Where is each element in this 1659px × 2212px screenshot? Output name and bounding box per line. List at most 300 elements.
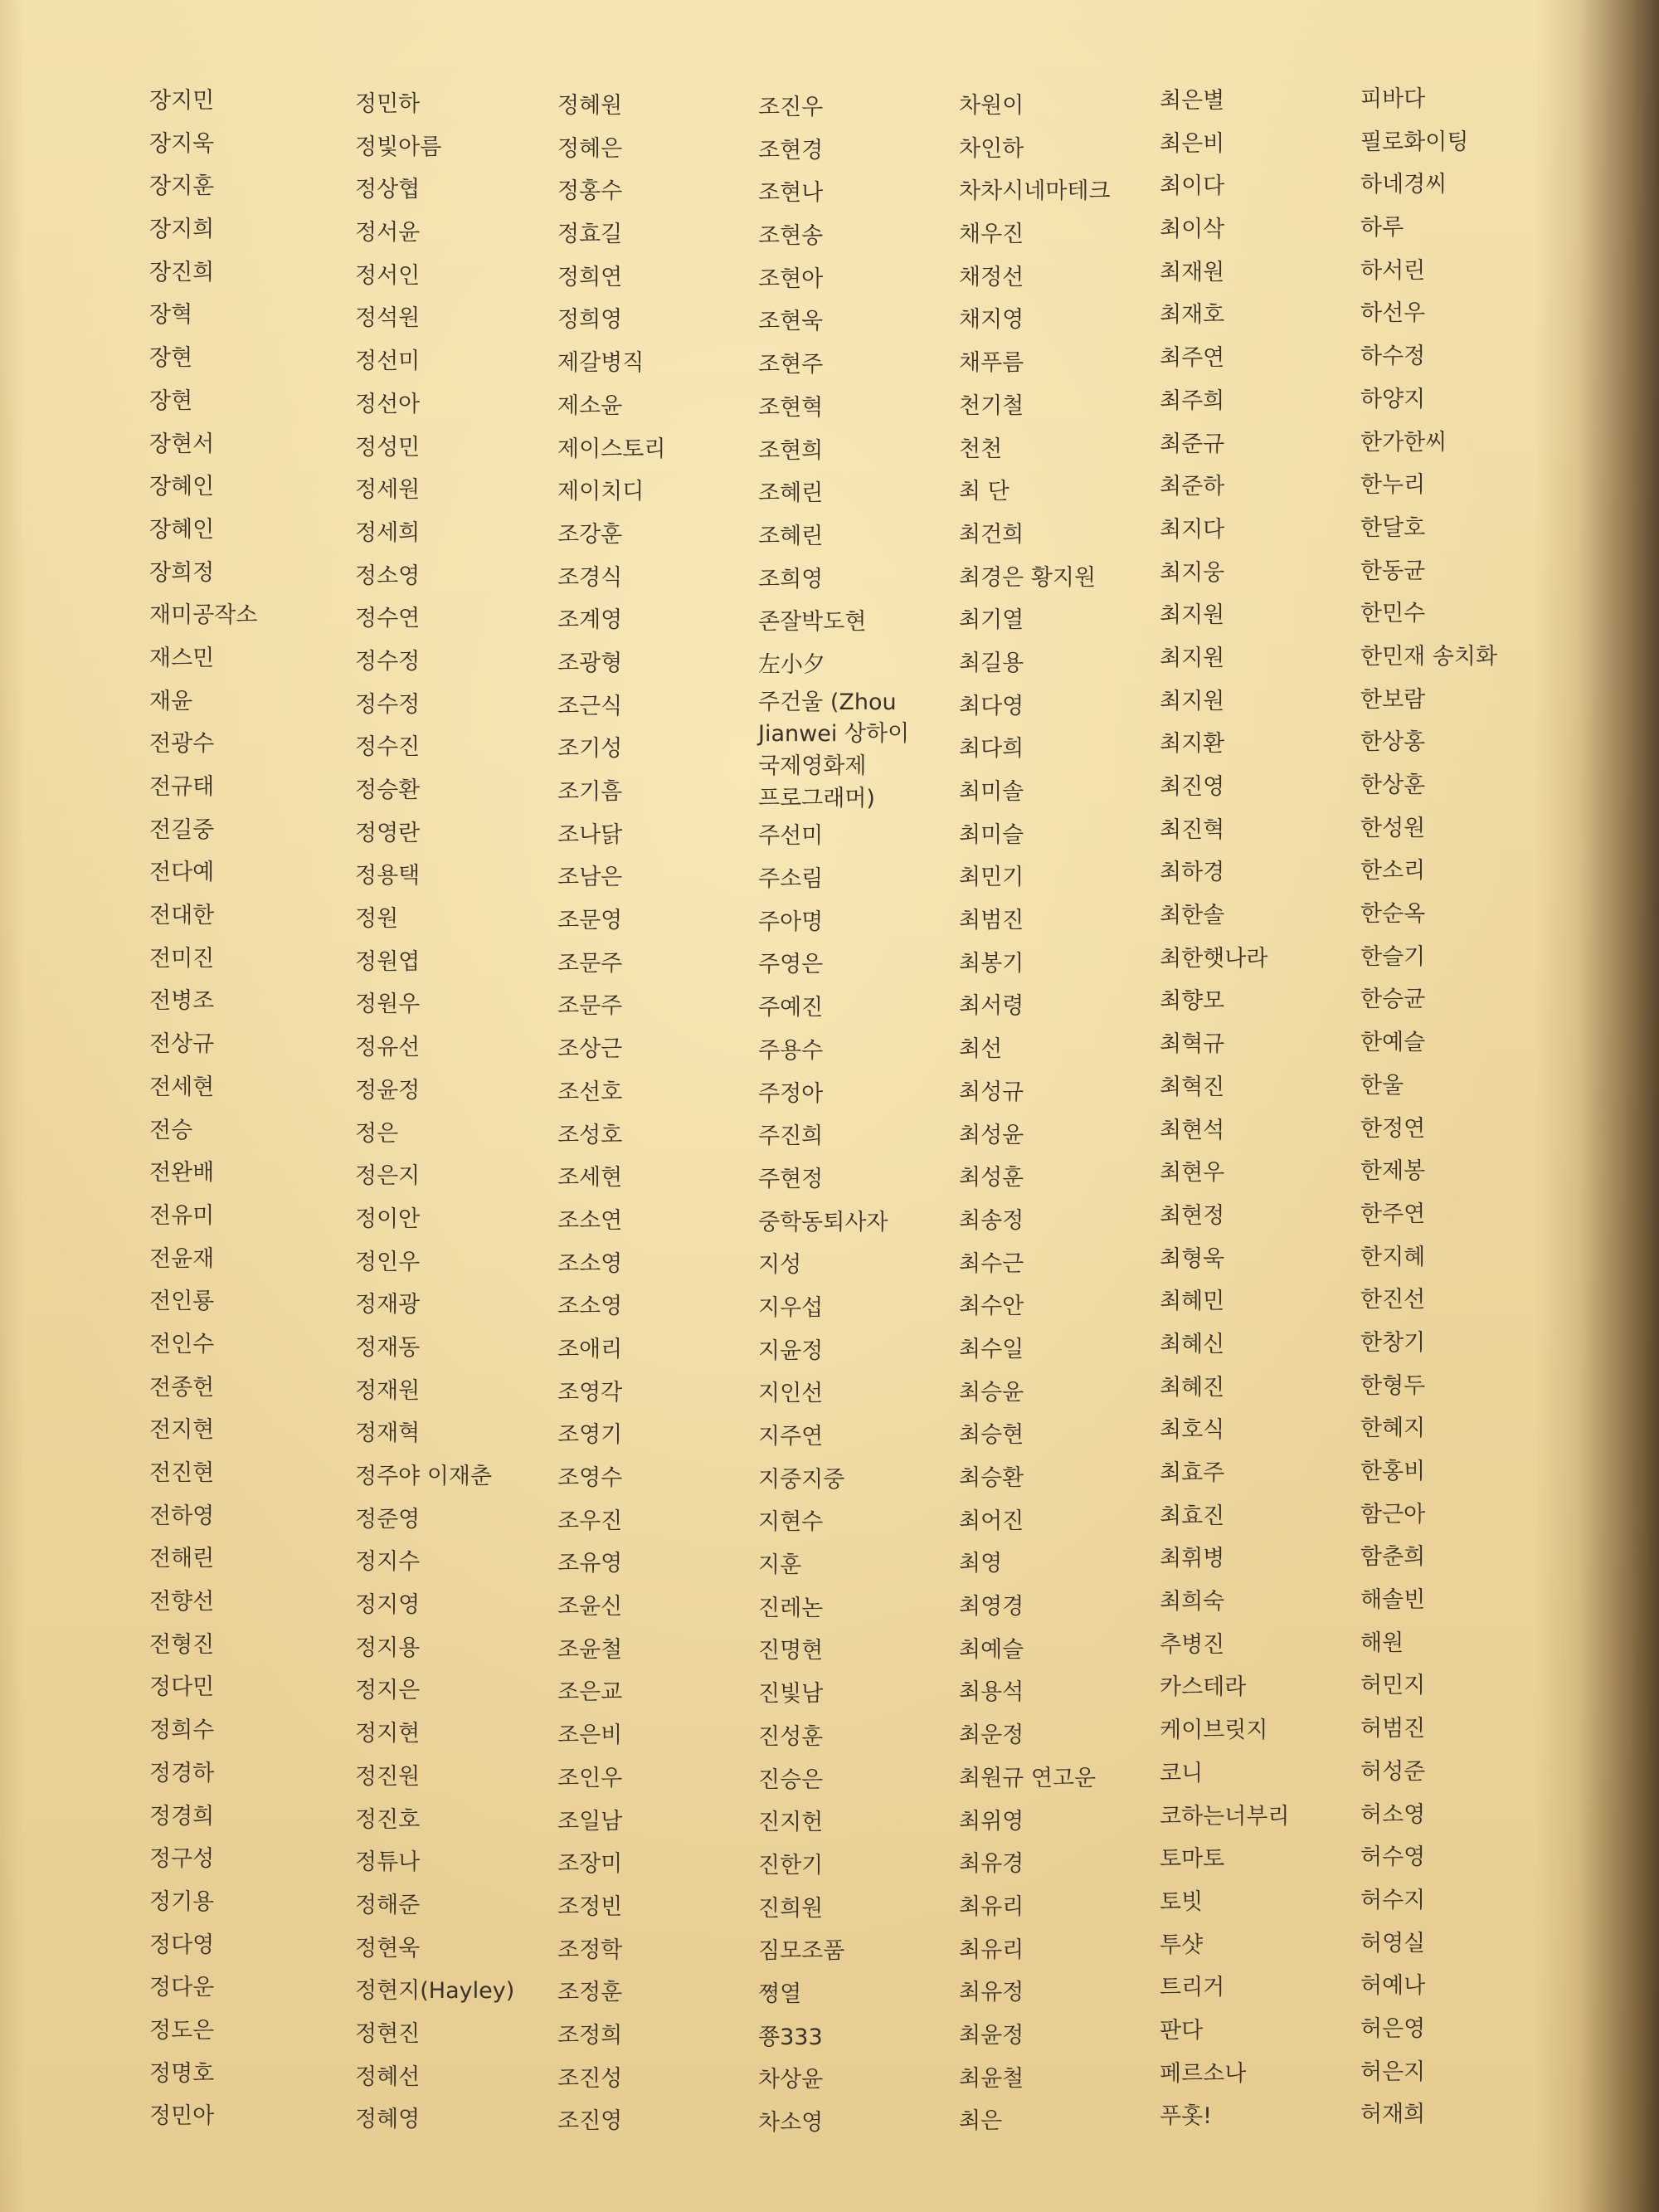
- name-entry: 한민재 송치화: [1360, 643, 1498, 670]
- name-entry: 허예나: [1360, 1973, 1426, 2000]
- name-entry: 허성준: [1360, 1758, 1426, 1785]
- name-entry: 조세현: [557, 1165, 623, 1191]
- name-entry: 지윤정: [758, 1337, 824, 1364]
- name-entry: 최준규: [1160, 431, 1225, 457]
- name-entry: 진승은: [758, 1766, 824, 1793]
- page-gutter-shadow: [0, 0, 25, 2212]
- name-entry: 트리거: [1160, 1975, 1225, 2001]
- name-entry: 조희영: [758, 566, 824, 592]
- name-entry: 정인우: [355, 1249, 421, 1275]
- name-entry: 조인우: [557, 1765, 623, 1791]
- name-entry: 최현정: [1160, 1202, 1225, 1229]
- name-entry: 전길중: [149, 816, 215, 843]
- name-entry: 정홍수: [557, 178, 623, 205]
- name-entry: 최향모: [1160, 988, 1225, 1015]
- name-entry: 조진우: [758, 95, 824, 120]
- name-entry: 한정연: [1360, 1115, 1426, 1142]
- name-entry: 진빛남: [758, 1681, 824, 1708]
- name-entry: 정다영: [149, 1932, 215, 1958]
- name-entry: 진지헌: [758, 1810, 824, 1836]
- name-entry: 최재원: [1160, 259, 1225, 285]
- name-entry: 한승균: [1360, 987, 1426, 1013]
- name-entry: 최다영: [959, 693, 1024, 719]
- name-entry: 주선미: [758, 823, 824, 850]
- name-entry: 전다예: [149, 860, 215, 886]
- name-entry: 정해준: [355, 1892, 421, 1918]
- name-entry: 진명현: [758, 1638, 824, 1664]
- name-entry: 최효주: [1160, 1460, 1225, 1486]
- name-entry: 정선미: [355, 348, 421, 375]
- name-entry: 재미공작소: [149, 602, 258, 629]
- name-entry: 한예슬: [1360, 1030, 1426, 1056]
- name-entry: 장혜인: [149, 516, 215, 543]
- name-entry: 최수안: [959, 1294, 1024, 1320]
- name-entry: 차차시네마테크: [959, 178, 1111, 205]
- name-entry: 전해린: [149, 1546, 215, 1572]
- name-entry: 조상근: [557, 1036, 623, 1063]
- name-entry: 주아명: [758, 909, 824, 935]
- name-entry: 전윤재: [149, 1245, 215, 1272]
- name-entry: 최진혁: [1160, 816, 1225, 843]
- name-entry: 정서인: [355, 262, 421, 289]
- name-entry: 조문영: [557, 908, 623, 934]
- name-entry: 정진호: [355, 1806, 421, 1833]
- name-entry: 최지원: [1160, 688, 1225, 714]
- name-entry: 한진선: [1360, 1287, 1426, 1313]
- name-entry: 정원우: [355, 992, 421, 1018]
- name-entry: 최성규: [959, 1079, 1024, 1105]
- name-entry: 국제영화제: [758, 753, 867, 779]
- name-entry: 한지혜: [1360, 1244, 1426, 1270]
- name-entry: 정용택: [355, 863, 421, 889]
- name-entry: 최지다: [1160, 516, 1225, 543]
- name-entry: 쪙열: [758, 1981, 802, 2007]
- name-entry: 최 단: [959, 479, 1010, 505]
- name-entry: 중학동퇴사자: [758, 1209, 888, 1235]
- name-entry: 최현우: [1160, 1160, 1225, 1186]
- name-entry: 정윤정: [355, 1077, 421, 1104]
- name-column-3: [557, 85, 757, 2143]
- name-entry: 정구성: [149, 1846, 215, 1873]
- name-entry: 조기흠: [557, 779, 623, 805]
- name-entry: 정재혁: [355, 1420, 421, 1447]
- name-entry: 조정훈: [557, 1980, 623, 2006]
- name-entry: 조윤신: [557, 1594, 623, 1620]
- name-entry: 조계영: [557, 607, 623, 634]
- name-entry: 한상훈: [1360, 772, 1426, 798]
- name-entry: 최이다: [1160, 173, 1225, 200]
- name-entry: 장현: [149, 345, 193, 372]
- name-entry: 조성호: [557, 1122, 623, 1148]
- name-entry: 한동균: [1360, 558, 1426, 584]
- name-entry: 최혜진: [1160, 1374, 1225, 1401]
- name-entry: 진레논: [758, 1595, 824, 1621]
- name-entry: 조현욱: [758, 309, 824, 335]
- name-entry: 제이치디: [557, 479, 645, 505]
- name-entry: 최지환: [1160, 731, 1225, 758]
- name-entry: 정민하: [355, 91, 421, 117]
- name-entry: 전미진: [149, 945, 215, 972]
- name-entry: 전승: [149, 1117, 193, 1143]
- name-entry: 정승환: [355, 777, 421, 803]
- name-entry: 투샷: [1160, 1932, 1204, 1958]
- name-entry: 최다희: [959, 736, 1024, 763]
- name-entry: 주소림: [758, 866, 824, 893]
- name-entry: 최원규 연고운: [959, 1765, 1097, 1791]
- name-entry: 정명호: [149, 2060, 215, 2087]
- name-entry: 정지은: [355, 1678, 421, 1704]
- name-entry: 조현혁: [758, 394, 824, 421]
- name-entry: 조은비: [557, 1722, 623, 1749]
- name-entry: 차원이: [959, 93, 1024, 119]
- name-entry: 정주야 이재춘: [355, 1464, 493, 1489]
- name-entry: 한슬기: [1360, 943, 1426, 970]
- name-entry: 최민기: [959, 865, 1024, 891]
- name-entry: 전완배: [149, 1160, 215, 1186]
- name-entry: 하수정: [1360, 343, 1426, 370]
- name-entry: 장희정: [149, 559, 215, 586]
- name-entry: 최준하: [1160, 474, 1225, 500]
- name-entry: 주용수: [758, 1037, 824, 1064]
- name-entry: 조윤철: [557, 1636, 623, 1663]
- name-entry: 정희영: [557, 307, 623, 334]
- name-entry: 조현희: [758, 437, 824, 464]
- name-entry: 최미슬: [959, 821, 1024, 848]
- name-entry: 조애리: [557, 1336, 623, 1362]
- name-entry: 조소영: [557, 1294, 623, 1320]
- name-entry: 조경식: [557, 564, 623, 591]
- name-entry: 주예진: [758, 995, 824, 1021]
- name-entry: 조문주: [557, 950, 623, 977]
- name-entry: 조유영: [557, 1551, 623, 1577]
- name-entry: 정혜영: [355, 2107, 421, 2133]
- name-entry: 최효진: [1160, 1503, 1225, 1529]
- name-entry: 최서령: [959, 993, 1024, 1020]
- name-entry: 제갈병직: [557, 350, 645, 377]
- name-entry: 최유정: [959, 1980, 1024, 2006]
- name-entry: 한누리: [1360, 472, 1426, 499]
- name-entry: 주진희: [758, 1123, 824, 1150]
- name-column-7: [1360, 78, 1559, 2136]
- name-entry: 최지웅: [1160, 559, 1225, 586]
- name-entry: 정재광: [355, 1292, 421, 1318]
- name-entry: 최희숙: [1160, 1589, 1225, 1615]
- name-entry: 허은지: [1360, 2059, 1426, 2085]
- name-entry: 조나닭: [557, 821, 623, 848]
- name-entry: 정유선: [355, 1035, 421, 1061]
- name-entry: 정현진: [355, 2020, 421, 2047]
- name-entry: 함근아: [1360, 1501, 1426, 1527]
- name-entry: 최지원: [1160, 645, 1225, 671]
- name-entry: 정서윤: [355, 220, 421, 246]
- name-entry: 전인수: [149, 1331, 215, 1357]
- name-entry: 조은교: [557, 1679, 623, 1706]
- name-entry: 한상홍: [1360, 729, 1426, 756]
- name-entry: 전병조: [149, 988, 215, 1015]
- name-entry: 정진원: [355, 1763, 421, 1790]
- name-entry: 진성훈: [758, 1723, 824, 1750]
- name-entry: 최윤철: [959, 2065, 1024, 2092]
- name-entry: 최주희: [1160, 387, 1225, 414]
- name-entry: 최은: [959, 2108, 1003, 2135]
- name-entry: 장지훈: [149, 173, 215, 200]
- name-entry: 조영기: [557, 1422, 623, 1449]
- name-entry: 정성민: [355, 434, 421, 460]
- name-entry: 정혜선: [355, 2063, 421, 2090]
- name-entry: 토마토: [1160, 1846, 1225, 1873]
- name-entry: 정은지: [355, 1163, 421, 1190]
- name-entry: 최영경: [959, 1594, 1024, 1620]
- name-entry: 조강훈: [557, 521, 623, 548]
- name-entry: 정혜원: [557, 93, 623, 119]
- name-entry: 한소리: [1360, 858, 1426, 884]
- name-entry: 정다운: [149, 1975, 215, 2001]
- name-entry: 정민아: [149, 2103, 215, 2130]
- name-entry: 케이브릿지: [1160, 1717, 1268, 1744]
- name-entry: 정세희: [355, 519, 421, 546]
- name-entry: 장지민: [149, 88, 215, 114]
- name-entry: 전형진: [149, 1631, 215, 1658]
- name-entry: 최지원: [1160, 602, 1225, 629]
- name-entry: 허수지: [1360, 1887, 1426, 1913]
- name-entry: 정은: [355, 1120, 399, 1147]
- name-entry: 조정학: [557, 1937, 623, 1963]
- name-entry: 최형욱: [1160, 1245, 1225, 1272]
- name-entry: 허재희: [1360, 2102, 1426, 2128]
- name-entry: 정상협: [355, 177, 421, 203]
- name-entry: 최윤정: [959, 2022, 1024, 2049]
- name-entry: 최한햇나라: [1160, 945, 1268, 972]
- name-entry: 최휘병: [1160, 1546, 1225, 1572]
- name-entry: 장현: [149, 387, 193, 414]
- name-entry: 정소영: [355, 563, 421, 589]
- name-entry: 주정아: [758, 1080, 824, 1107]
- name-entry: 최호식: [1160, 1417, 1225, 1444]
- name-entry: 최성훈: [959, 1165, 1024, 1191]
- name-entry: 조우진: [557, 1508, 623, 1534]
- name-entry: 허은영: [1360, 2015, 1426, 2042]
- name-entry: 조기성: [557, 736, 623, 763]
- name-entry: 전상규: [149, 1031, 215, 1058]
- name-entry: 피바다: [1360, 86, 1426, 112]
- name-entry: 차소영: [758, 2110, 824, 2136]
- name-entry: 한가한씨: [1360, 429, 1447, 456]
- name-entry: 정경하: [149, 1760, 215, 1786]
- name-entry: 지인선: [758, 1381, 824, 1407]
- name-entry: 최유리: [959, 1893, 1024, 1920]
- name-entry: 정이안: [355, 1206, 421, 1232]
- name-entry: 허범진: [1360, 1716, 1426, 1742]
- name-entry: 정수연: [355, 606, 421, 632]
- name-entry: 전규태: [149, 774, 215, 800]
- name-entry: 최용석: [959, 1679, 1024, 1706]
- name-entry: 한성원: [1360, 815, 1426, 841]
- name-entry: 지현수: [758, 1509, 824, 1536]
- name-entry: 조장미: [557, 1851, 623, 1878]
- name-entry: 최승윤: [959, 1379, 1024, 1406]
- name-entry: 주현정: [758, 1166, 824, 1192]
- name-entry: 최승현: [959, 1422, 1024, 1449]
- name-entry: 최진영: [1160, 774, 1225, 800]
- name-entry: 최현석: [1160, 1117, 1225, 1143]
- name-entry: 최운정: [959, 1722, 1024, 1749]
- name-entry: 左小夕: [758, 651, 825, 678]
- name-entry: 카스테라: [1160, 1674, 1247, 1701]
- name-entry: 차상윤: [758, 2067, 824, 2093]
- name-entry: 정지영: [355, 1592, 421, 1619]
- name-entry: 전세현: [149, 1074, 215, 1100]
- name-entry: 지성: [758, 1252, 802, 1279]
- name-entry: 채정선: [959, 264, 1024, 290]
- name-entry: 정혜은: [557, 135, 623, 162]
- name-entry: 하루: [1360, 215, 1404, 241]
- name-entry: 프로그래머): [758, 785, 875, 811]
- name-column-1: [149, 80, 348, 2138]
- name-entry: 최위영: [959, 1808, 1024, 1834]
- name-entry: 최혁규: [1160, 1031, 1225, 1058]
- name-entry: 최혁진: [1160, 1074, 1225, 1100]
- name-entry: 정지현: [355, 1721, 421, 1747]
- name-entry: 정원: [355, 906, 399, 933]
- name-entry: 정준영: [355, 1506, 421, 1532]
- name-entry: 페르소나: [1160, 2060, 1247, 2087]
- name-entry: 최유리: [959, 1937, 1024, 1963]
- name-entry: 짐모조품: [758, 1938, 845, 1965]
- name-entry: 최수일: [959, 1336, 1024, 1362]
- name-entry: 허민지: [1360, 1673, 1426, 1699]
- name-entry: 조현주: [758, 352, 824, 378]
- name-entry: Jianwei 상하이: [758, 721, 910, 748]
- name-column-5: [959, 85, 1158, 2143]
- name-entry: 정현욱: [355, 1935, 421, 1961]
- name-entry: 한순옥: [1360, 901, 1426, 928]
- name-entry: 최송정: [959, 1207, 1024, 1234]
- name-entry: 하양지: [1360, 386, 1426, 412]
- name-entry: 존잘박도현: [758, 609, 867, 636]
- name-entry: 정지수: [355, 1549, 421, 1576]
- name-entry: 정도은: [149, 2017, 215, 2044]
- name-entry: 한민수: [1360, 601, 1426, 627]
- name-entry: 전진현: [149, 1460, 215, 1486]
- name-entry: 조남은: [557, 865, 623, 891]
- name-entry: 정경희: [149, 1803, 215, 1830]
- name-entry: 정재동: [355, 1334, 421, 1361]
- name-entry: 한울: [1360, 1072, 1404, 1099]
- name-column-2: [355, 83, 554, 2141]
- name-entry: 조문주: [557, 993, 623, 1020]
- name-entry: 최선: [959, 1036, 1003, 1063]
- name-entry: 지훈: [758, 1552, 802, 1579]
- name-entry: 허영실: [1360, 1930, 1426, 1956]
- name-entry: 전하영: [149, 1503, 215, 1529]
- name-entry: 최건희: [959, 521, 1024, 548]
- name-column-6: [1160, 80, 1359, 2138]
- name-entry: 정빛아름: [355, 134, 442, 160]
- name-entry: 함춘희: [1360, 1544, 1426, 1571]
- name-entry: 장혜인: [149, 474, 215, 500]
- name-entry: 전종헌: [149, 1374, 215, 1401]
- name-entry: 조혜린: [758, 480, 824, 507]
- name-entry: 최하경: [1160, 860, 1225, 886]
- name-entry: 정다민: [149, 1674, 215, 1701]
- name-entry: 천천: [959, 436, 1003, 462]
- name-entry: 최재호: [1160, 302, 1225, 329]
- name-entry: 전대한: [149, 903, 215, 929]
- name-entry: 한보람: [1360, 686, 1426, 713]
- name-entry: 전지현: [149, 1417, 215, 1444]
- name-entry: 하서린: [1360, 257, 1426, 284]
- name-entry: 조현경: [758, 137, 824, 163]
- name-entry: 진희원: [758, 1895, 824, 1922]
- name-entry: 전향선: [149, 1589, 215, 1615]
- name-entry: 전인룡: [149, 1289, 215, 1315]
- name-entry: 장진희: [149, 259, 215, 285]
- name-entry: 허수영: [1360, 1844, 1426, 1871]
- name-entry: 최어진: [959, 1508, 1024, 1534]
- name-entry: 최기열: [959, 607, 1024, 634]
- name-entry: 조소연: [557, 1207, 623, 1234]
- name-entry: 조현아: [758, 266, 824, 292]
- name-entry: 장혁: [149, 302, 193, 329]
- name-entry: 조선호: [557, 1079, 623, 1105]
- name-entry: 한제봉: [1360, 1158, 1426, 1185]
- name-entry: 추병진: [1160, 1631, 1225, 1658]
- name-entry: 최주연: [1160, 345, 1225, 372]
- name-entry: 정수진: [355, 734, 421, 761]
- name-entry: 하네경씨: [1360, 172, 1447, 198]
- name-entry: 하선우: [1360, 300, 1426, 327]
- name-entry: 최은별: [1160, 88, 1225, 114]
- name-entry: 조진영: [557, 2108, 623, 2135]
- name-entry: 장현서: [149, 431, 215, 457]
- name-entry: 최승환: [959, 1465, 1024, 1491]
- name-entry: 최혜신: [1160, 1331, 1225, 1357]
- name-entry: 정석원: [355, 305, 421, 332]
- name-entry: 해솔빈: [1360, 1587, 1426, 1614]
- name-entry: 최영: [959, 1551, 1003, 1577]
- name-entry: 최예슬: [959, 1636, 1024, 1663]
- name-entry: 재스민: [149, 645, 215, 671]
- name-entry: 조혜린: [758, 523, 824, 549]
- name-entry: 최혜민: [1160, 1289, 1225, 1315]
- name-entry: 조현송: [758, 223, 824, 250]
- name-entry: 허소영: [1360, 1801, 1426, 1828]
- name-entry: 최한솔: [1160, 903, 1225, 929]
- name-entry: 정수정: [355, 648, 421, 675]
- name-entry: 최성윤: [959, 1122, 1024, 1148]
- name-entry: 쭁333: [758, 2024, 823, 2050]
- name-entry: 조진성: [557, 2065, 623, 2092]
- name-entry: 해원: [1360, 1630, 1404, 1656]
- name-entry: 조근식: [557, 693, 623, 719]
- name-entry: 정수정: [355, 691, 421, 718]
- name-entry: 지우섭: [758, 1294, 824, 1321]
- name-entry: 조정빈: [557, 1893, 623, 1920]
- name-entry: 최길용: [959, 650, 1024, 676]
- name-entry: 조소영: [557, 1250, 623, 1277]
- name-entry: 조영각: [557, 1379, 623, 1406]
- name-entry: 한혜지: [1360, 1415, 1426, 1442]
- name-entry: 진한기: [758, 1852, 824, 1878]
- name-entry: 천기철: [959, 392, 1024, 419]
- name-entry: 전유미: [149, 1202, 215, 1229]
- name-entry: 정원엽: [355, 948, 421, 975]
- name-entry: 정기용: [149, 1888, 215, 1915]
- name-entry: 한창기: [1360, 1329, 1426, 1356]
- name-entry: 토빗: [1160, 1888, 1204, 1915]
- name-entry: 전광수: [149, 731, 215, 758]
- name-entry: 채우진: [959, 222, 1024, 248]
